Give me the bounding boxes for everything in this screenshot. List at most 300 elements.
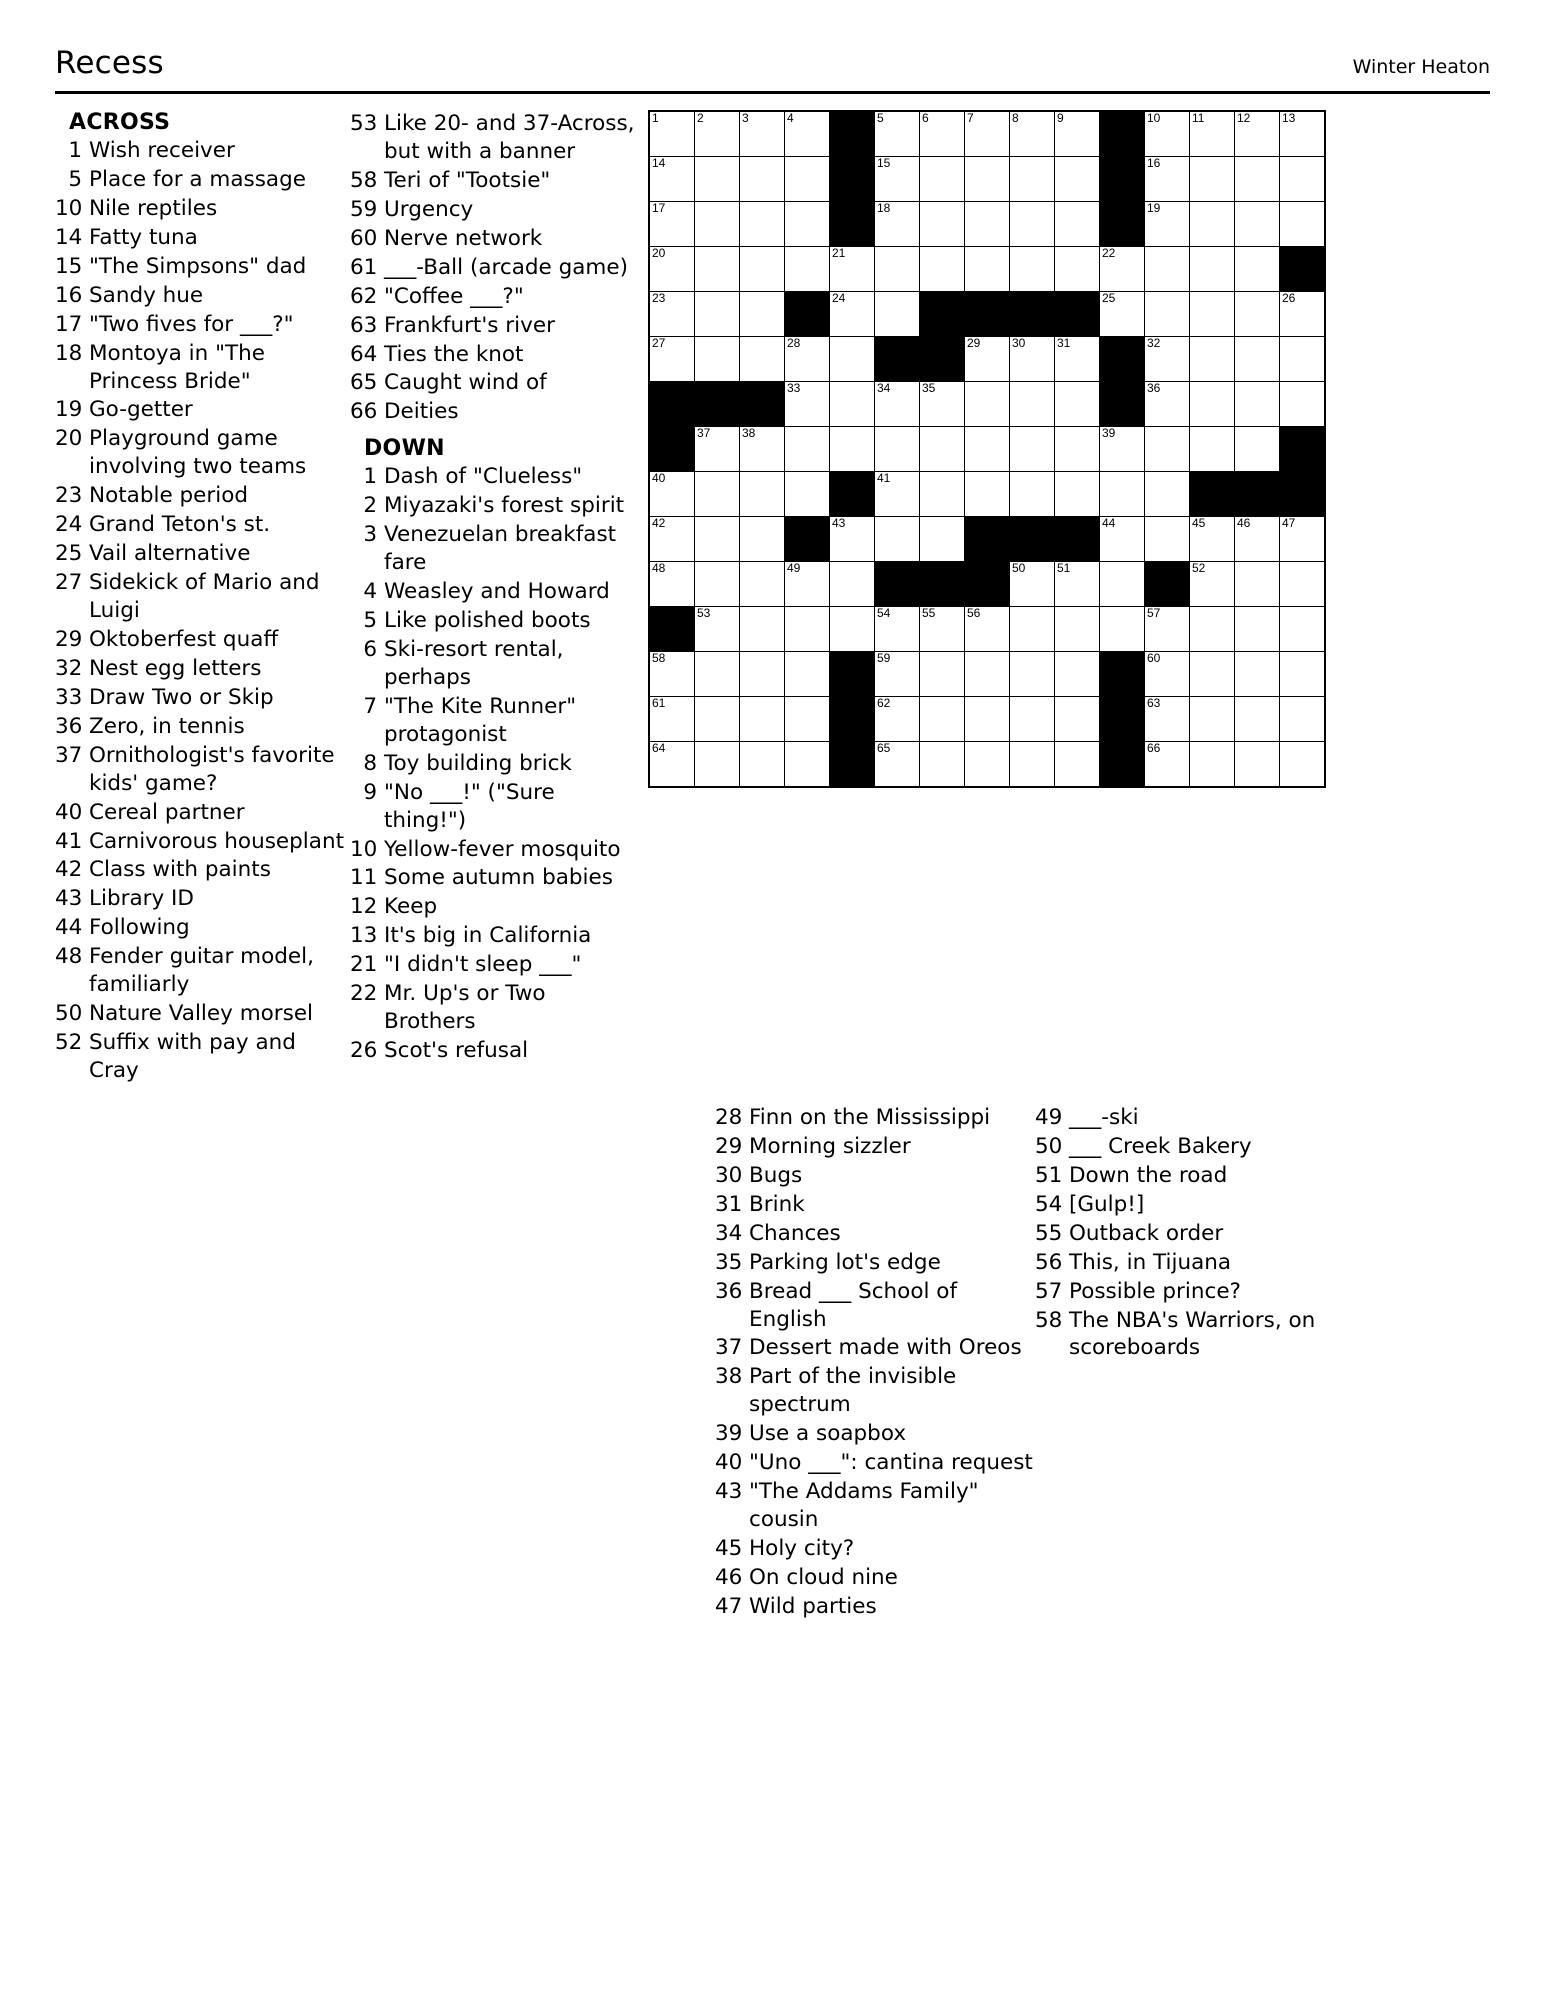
clue-item[interactable]: [350, 463, 642, 491]
grid-cell[interactable]: [1145, 111, 1190, 157]
grid-cell[interactable]: [1010, 742, 1055, 788]
clue-item[interactable]: [55, 684, 350, 712]
grid-cell[interactable]: [1145, 247, 1190, 292]
grid-cell[interactable]: [1280, 517, 1326, 562]
grid-cell[interactable]: [965, 337, 1010, 382]
grid-cell[interactable]: [695, 157, 740, 202]
grid-cell[interactable]: [649, 157, 695, 202]
grid-cell[interactable]: [695, 697, 740, 742]
grid-cell[interactable]: [1010, 202, 1055, 247]
grid-cell[interactable]: [1010, 607, 1055, 652]
grid-cell[interactable]: [1145, 742, 1190, 788]
grid-cell[interactable]: [920, 202, 965, 247]
grid-cell[interactable]: [1145, 652, 1190, 697]
grid-cell[interactable]: [1100, 292, 1145, 337]
grid-cell[interactable]: [920, 742, 965, 788]
grid-cell[interactable]: [740, 427, 785, 472]
clue-item[interactable]: [55, 742, 350, 798]
grid-cell[interactable]: [1190, 292, 1235, 337]
grid-cell[interactable]: [1235, 157, 1280, 202]
grid-cell[interactable]: [920, 697, 965, 742]
clue-item[interactable]: [350, 225, 642, 253]
clue-text: Part of the invisible spectrum: [749, 1364, 957, 1418]
grid-cell[interactable]: [1235, 742, 1280, 788]
grid-cell[interactable]: [740, 607, 785, 652]
grid-cell-number: 11: [1192, 111, 1205, 125]
clue-item[interactable]: [715, 1593, 1035, 1621]
grid-block-cell: [1100, 202, 1145, 247]
grid-cell[interactable]: [695, 652, 740, 697]
clue-item[interactable]: [350, 110, 642, 166]
clue-item[interactable]: [1035, 1307, 1335, 1363]
grid-cell[interactable]: [1280, 202, 1326, 247]
clue-item[interactable]: [350, 196, 642, 224]
clue-item[interactable]: [715, 1478, 1035, 1534]
clue-number: 5: [363, 608, 377, 633]
clue-number: 21: [350, 952, 378, 978]
grid-cell[interactable]: [1235, 427, 1280, 472]
grid-cell[interactable]: [740, 697, 785, 742]
grid-cell[interactable]: [1145, 472, 1190, 517]
clue-number: 64: [350, 341, 378, 367]
grid-cell[interactable]: [1190, 607, 1235, 652]
grid-cell[interactable]: [1145, 292, 1190, 337]
grid-cell[interactable]: [920, 652, 965, 697]
clue-item[interactable]: [715, 1191, 1035, 1219]
grid-cell[interactable]: [785, 202, 830, 247]
grid-cell[interactable]: [965, 607, 1010, 652]
grid-cell[interactable]: [785, 742, 830, 788]
grid-cell[interactable]: [649, 337, 695, 382]
clue-number: 52: [55, 1030, 83, 1056]
grid-cell[interactable]: [695, 607, 740, 652]
grid-cell[interactable]: [1235, 652, 1280, 697]
grid-cell[interactable]: [1280, 607, 1326, 652]
clue-item[interactable]: [55, 282, 350, 310]
clue-item[interactable]: [350, 636, 642, 692]
crossword-grid[interactable]: [648, 110, 1326, 788]
grid-block-cell: [1235, 472, 1280, 517]
grid-cell[interactable]: [785, 652, 830, 697]
grid-cell[interactable]: [1055, 382, 1100, 427]
grid-cell[interactable]: [1280, 111, 1326, 157]
grid-cell[interactable]: [1190, 337, 1235, 382]
grid-cell[interactable]: [1145, 157, 1190, 202]
grid-cell[interactable]: [1055, 337, 1100, 382]
grid-cell[interactable]: [920, 247, 965, 292]
clue-number: 17: [55, 311, 83, 337]
grid-cell[interactable]: [830, 607, 875, 652]
grid-cell[interactable]: [785, 697, 830, 742]
grid-cell[interactable]: [965, 111, 1010, 157]
grid-cell[interactable]: [740, 247, 785, 292]
clue-item[interactable]: [55, 224, 350, 252]
clue-number: 26: [350, 1038, 378, 1064]
clue-text: Holy city?: [749, 1536, 855, 1561]
grid-cell[interactable]: [1100, 517, 1145, 562]
clue-item[interactable]: [55, 655, 350, 683]
grid-cell[interactable]: [1235, 382, 1280, 427]
grid-cell[interactable]: [1145, 202, 1190, 247]
grid-cell[interactable]: [1145, 382, 1190, 427]
clue-item[interactable]: [350, 922, 642, 950]
grid-cell[interactable]: [649, 247, 695, 292]
grid-cell[interactable]: [1280, 157, 1326, 202]
grid-cell[interactable]: [1145, 697, 1190, 742]
clue-item[interactable]: [1035, 1191, 1335, 1219]
grid-cell[interactable]: [1055, 247, 1100, 292]
clue-item[interactable]: [55, 799, 350, 827]
grid-cell[interactable]: [875, 472, 920, 517]
clue-item[interactable]: [350, 369, 642, 397]
grid-cell[interactable]: [875, 697, 920, 742]
clue-item[interactable]: [350, 980, 642, 1036]
grid-cell[interactable]: [1280, 562, 1326, 607]
grid-cell[interactable]: [740, 202, 785, 247]
grid-cell[interactable]: [1055, 157, 1100, 202]
grid-cell[interactable]: [695, 292, 740, 337]
grid-cell[interactable]: [920, 472, 965, 517]
grid-cell[interactable]: [830, 562, 875, 607]
clue-item[interactable]: [350, 398, 642, 426]
clue-item[interactable]: [350, 864, 642, 892]
grid-cell[interactable]: [740, 562, 785, 607]
clue-item[interactable]: [55, 511, 350, 539]
grid-cell[interactable]: [1190, 697, 1235, 742]
grid-cell[interactable]: [1235, 247, 1280, 292]
clue-item[interactable]: [1035, 1220, 1335, 1248]
grid-cell[interactable]: [785, 607, 830, 652]
grid-cell[interactable]: [1010, 562, 1055, 607]
grid-cell-number: 27: [652, 336, 666, 350]
grid-cell[interactable]: [965, 742, 1010, 788]
clue-item[interactable]: [1035, 1162, 1335, 1190]
grid-cell[interactable]: [1190, 517, 1235, 562]
grid-cell[interactable]: [1190, 742, 1235, 788]
grid-cell[interactable]: [875, 607, 920, 652]
clue-text: Keep: [384, 894, 438, 920]
grid-cell[interactable]: [965, 157, 1010, 202]
clue-item[interactable]: [55, 1000, 350, 1028]
clue-text: Finn on the Mississippi: [749, 1104, 991, 1130]
grid-cell-number: 6: [922, 111, 929, 125]
clue-item[interactable]: [350, 254, 642, 282]
clue-number: 14: [55, 224, 83, 250]
grid-cell-number: 59: [877, 651, 891, 665]
clue-item[interactable]: [350, 521, 642, 577]
grid-cell[interactable]: [695, 111, 740, 157]
clue-item[interactable]: [350, 492, 642, 520]
grid-cell[interactable]: [785, 337, 830, 382]
grid-cell[interactable]: [1280, 697, 1326, 742]
grid-cell[interactable]: [1280, 382, 1326, 427]
grid-cell[interactable]: [695, 202, 740, 247]
grid-cell[interactable]: [740, 111, 785, 157]
grid-cell[interactable]: [830, 427, 875, 472]
clue-item[interactable]: [350, 341, 642, 369]
grid-cell[interactable]: [1010, 157, 1055, 202]
grid-cell[interactable]: [1190, 157, 1235, 202]
clue-item[interactable]: [55, 828, 350, 856]
grid-cell[interactable]: [1055, 472, 1100, 517]
clue-item[interactable]: [350, 893, 642, 921]
clue-item[interactable]: [55, 569, 350, 625]
grid-block-cell: [1190, 472, 1235, 517]
clue-item[interactable]: [55, 626, 350, 654]
grid-cell[interactable]: [965, 472, 1010, 517]
clue-number: 59: [350, 196, 378, 222]
grid-cell[interactable]: [920, 517, 965, 562]
grid-cell[interactable]: [1190, 111, 1235, 157]
grid-cell[interactable]: [1010, 427, 1055, 472]
grid-cell[interactable]: [740, 742, 785, 788]
grid-cell[interactable]: [875, 111, 920, 157]
clue-item[interactable]: [1035, 1133, 1335, 1161]
clue-item[interactable]: [715, 1162, 1035, 1190]
grid-cell[interactable]: [1100, 472, 1145, 517]
clue-number: 2: [363, 493, 377, 519]
clue-number: 36: [55, 713, 83, 739]
grid-cell[interactable]: [875, 157, 920, 202]
grid-cell[interactable]: [875, 202, 920, 247]
clue-item[interactable]: [55, 1029, 350, 1085]
grid-cell-number: 47: [1282, 516, 1296, 530]
grid-cell[interactable]: [1235, 292, 1280, 337]
grid-cell[interactable]: [920, 157, 965, 202]
grid-cell[interactable]: [965, 697, 1010, 742]
grid-cell[interactable]: [649, 742, 695, 788]
grid-cell[interactable]: [649, 697, 695, 742]
grid-cell-number: 5: [877, 111, 884, 125]
grid-cell[interactable]: [1235, 517, 1280, 562]
grid-cell[interactable]: [740, 337, 785, 382]
clue-item[interactable]: [55, 482, 350, 510]
grid-cell[interactable]: [695, 562, 740, 607]
grid-cell[interactable]: [785, 247, 830, 292]
grid-cell[interactable]: [1280, 292, 1326, 337]
clue-item[interactable]: [55, 195, 350, 223]
grid-cell[interactable]: [1010, 337, 1055, 382]
grid-cell[interactable]: [1145, 607, 1190, 652]
grid-cell[interactable]: [695, 247, 740, 292]
clue-item[interactable]: [715, 1449, 1035, 1477]
grid-cell[interactable]: [875, 652, 920, 697]
grid-cell[interactable]: [695, 427, 740, 472]
grid-cell[interactable]: [785, 562, 830, 607]
grid-cell[interactable]: [1010, 652, 1055, 697]
grid-cell[interactable]: [785, 472, 830, 517]
clue-item[interactable]: [1035, 1249, 1335, 1277]
grid-cell[interactable]: [920, 427, 965, 472]
grid-cell[interactable]: [1190, 652, 1235, 697]
clue-item[interactable]: [350, 750, 642, 778]
grid-cell[interactable]: [965, 652, 1010, 697]
grid-cell[interactable]: [1055, 202, 1100, 247]
grid-cell[interactable]: [1190, 562, 1235, 607]
clue-item[interactable]: [55, 340, 350, 396]
clue-item[interactable]: [55, 396, 350, 424]
clue-item[interactable]: [350, 1037, 642, 1065]
grid-cell[interactable]: [1280, 652, 1326, 697]
grid-cell[interactable]: [1010, 247, 1055, 292]
clue-item[interactable]: [715, 1564, 1035, 1592]
grid-cell[interactable]: [695, 742, 740, 788]
clue-item[interactable]: [350, 693, 642, 749]
grid-cell[interactable]: [830, 337, 875, 382]
grid-cell[interactable]: [1190, 202, 1235, 247]
grid-cell[interactable]: [740, 292, 785, 337]
grid-cell[interactable]: [1100, 427, 1145, 472]
clue-item[interactable]: [715, 1249, 1035, 1277]
grid-cell[interactable]: [740, 652, 785, 697]
grid-cell[interactable]: [1055, 742, 1100, 788]
clue-text: Carnivorous houseplant: [89, 828, 344, 854]
grid-cell[interactable]: [1235, 697, 1280, 742]
clue-item[interactable]: [55, 425, 350, 481]
grid-cell[interactable]: [1055, 697, 1100, 742]
clue-item[interactable]: [350, 167, 642, 195]
grid-cell[interactable]: [920, 607, 965, 652]
clue-text: Venezuelan breakfast fare: [384, 522, 617, 576]
clue-item[interactable]: [55, 885, 350, 913]
clue-item[interactable]: [715, 1133, 1035, 1161]
clue-item[interactable]: [715, 1535, 1035, 1563]
grid-cell[interactable]: [1190, 382, 1235, 427]
grid-cell[interactable]: [1055, 652, 1100, 697]
clue-text: "The Simpsons" dad: [89, 253, 307, 279]
grid-cell[interactable]: [1235, 202, 1280, 247]
grid-cell[interactable]: [649, 562, 695, 607]
grid-cell[interactable]: [649, 472, 695, 517]
grid-cell[interactable]: [649, 652, 695, 697]
clue-item[interactable]: [55, 253, 350, 281]
clue-item[interactable]: [55, 856, 350, 884]
clue-item[interactable]: [350, 283, 642, 311]
grid-cell[interactable]: [785, 157, 830, 202]
grid-cell[interactable]: [1055, 607, 1100, 652]
clue-number: 45: [715, 1536, 743, 1561]
grid-cell[interactable]: [875, 292, 920, 337]
clue-item[interactable]: [350, 951, 642, 979]
clue-item[interactable]: [715, 1420, 1035, 1448]
grid-cell[interactable]: [695, 337, 740, 382]
grid-cell[interactable]: [1235, 337, 1280, 382]
clue-item[interactable]: [55, 166, 350, 194]
clue-item[interactable]: [350, 836, 642, 864]
clue-item[interactable]: [715, 1363, 1035, 1419]
grid-cell[interactable]: [875, 742, 920, 788]
clue-item[interactable]: [55, 914, 350, 942]
grid-cell[interactable]: [1280, 742, 1326, 788]
grid-cell[interactable]: [785, 427, 830, 472]
grid-cell[interactable]: [1100, 247, 1145, 292]
clue-number: 23: [55, 483, 83, 509]
grid-cell[interactable]: [1235, 607, 1280, 652]
grid-row: [649, 607, 1325, 652]
grid-cell[interactable]: [920, 111, 965, 157]
clue-text: "Coffee ___?": [384, 283, 524, 309]
grid-cell[interactable]: [649, 202, 695, 247]
clue-item[interactable]: [1035, 1104, 1335, 1132]
grid-cell[interactable]: [875, 427, 920, 472]
grid-cell[interactable]: [785, 111, 830, 157]
clue-item[interactable]: [55, 540, 350, 568]
clue-item[interactable]: [715, 1104, 1035, 1132]
grid-cell[interactable]: [649, 292, 695, 337]
grid-cell[interactable]: [875, 517, 920, 562]
clue-item[interactable]: [715, 1334, 1035, 1362]
grid-cell[interactable]: [965, 247, 1010, 292]
grid-cell[interactable]: [1190, 427, 1235, 472]
grid-cell[interactable]: [1055, 427, 1100, 472]
clue-number: 29: [55, 626, 83, 652]
clue-item[interactable]: [55, 943, 350, 999]
grid-cell[interactable]: [830, 382, 875, 427]
grid-cell[interactable]: [695, 472, 740, 517]
clue-text: It's big in California: [384, 923, 592, 949]
clue-item[interactable]: [350, 779, 642, 835]
grid-cell[interactable]: [1145, 427, 1190, 472]
clue-item[interactable]: [350, 578, 642, 606]
grid-cell[interactable]: [1235, 562, 1280, 607]
clue-item[interactable]: [350, 312, 642, 340]
grid-block-cell: [1280, 247, 1326, 292]
grid-cell[interactable]: [1055, 562, 1100, 607]
grid-cell[interactable]: [1100, 607, 1145, 652]
grid-cell[interactable]: [1010, 382, 1055, 427]
clue-item[interactable]: [715, 1220, 1035, 1248]
grid-cell[interactable]: [740, 472, 785, 517]
grid-cell[interactable]: [965, 202, 1010, 247]
grid-cell[interactable]: [1010, 472, 1055, 517]
grid-cell[interactable]: [1055, 111, 1100, 157]
grid-cell[interactable]: [1280, 337, 1326, 382]
clue-item[interactable]: [350, 607, 642, 635]
grid-cell[interactable]: [785, 382, 830, 427]
grid-cell[interactable]: [830, 247, 875, 292]
grid-cell[interactable]: [875, 382, 920, 427]
clue-item[interactable]: [55, 311, 350, 339]
grid-cell[interactable]: [1145, 517, 1190, 562]
grid-cell[interactable]: [1100, 562, 1145, 607]
clue-item[interactable]: [55, 137, 350, 165]
grid-cell[interactable]: [965, 427, 1010, 472]
clue-text: Toy building brick: [384, 750, 572, 776]
grid-cell[interactable]: [1010, 697, 1055, 742]
grid-cell[interactable]: [1235, 111, 1280, 157]
down-column-3: [1035, 1104, 1335, 1622]
clue-item[interactable]: [55, 713, 350, 741]
clue-item[interactable]: [1035, 1278, 1335, 1306]
grid-cell[interactable]: [920, 382, 965, 427]
grid-row: [649, 427, 1325, 472]
grid-cell[interactable]: [875, 247, 920, 292]
grid-block-cell: [1055, 517, 1100, 562]
clue-text: "The Addams Family" cousin: [749, 1479, 979, 1533]
grid-cell[interactable]: [1010, 111, 1055, 157]
grid-cell[interactable]: [830, 292, 875, 337]
grid-cell[interactable]: [649, 111, 695, 157]
grid-cell[interactable]: [740, 517, 785, 562]
grid-cell[interactable]: [1190, 247, 1235, 292]
grid-cell[interactable]: [649, 517, 695, 562]
grid-cell[interactable]: [695, 517, 740, 562]
clue-item[interactable]: [715, 1278, 1035, 1334]
grid-cell[interactable]: [830, 517, 875, 562]
grid-cell[interactable]: [965, 382, 1010, 427]
grid-cell[interactable]: [1145, 337, 1190, 382]
grid-cell[interactable]: [740, 157, 785, 202]
